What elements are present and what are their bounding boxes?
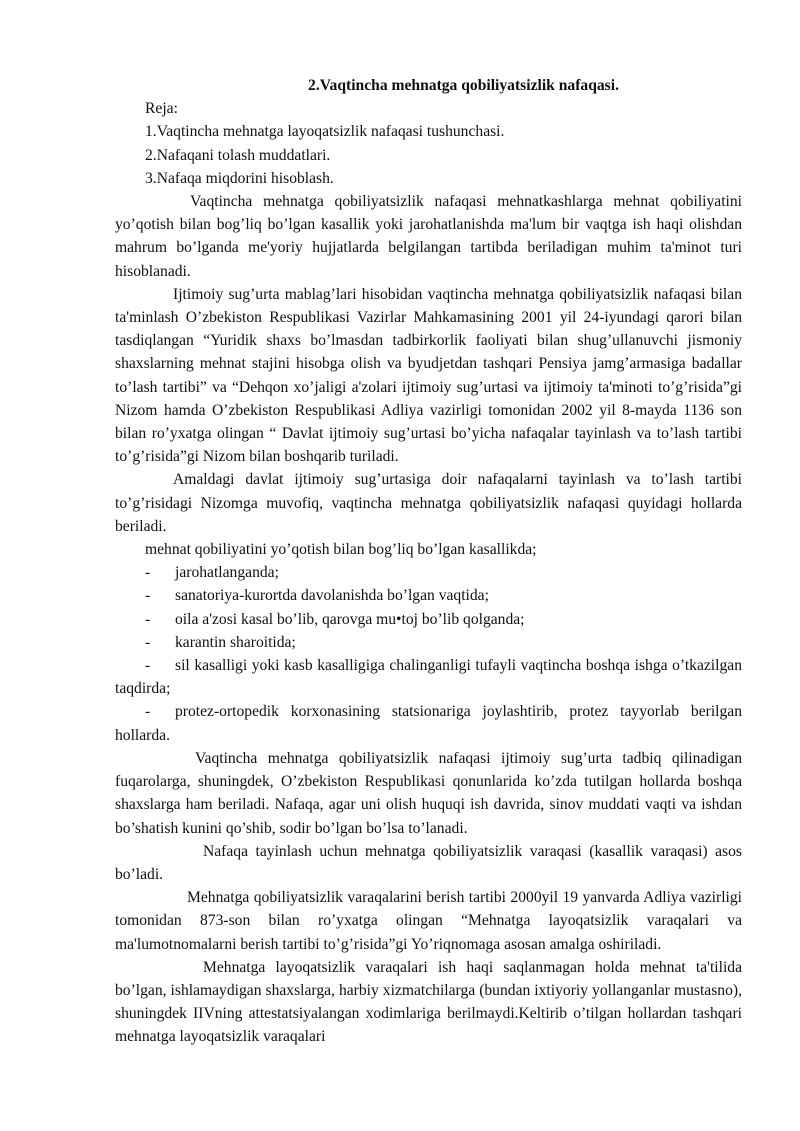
list-item-text: karantin sharoitida; <box>175 633 296 651</box>
paragraph-definition: Vaqtincha mehnatga qobiliyatsizlik nafaqasi mehnatkashlarga mehnat qobiliyatini yo’qotish bilan bog’liq bo’lgan kasallik yoki jarohatlanishda ma'lum bir vaqtga ish haqi olishdan mahrum bo’lganda me'yoriy hujjatlarda belgilangan tartibda beriladigan muhim ta'minot turi hisoblanadi. <box>115 193 742 280</box>
list-item-text: sanatoriya-kurortda davolanishda bo’lgan vaqtida; <box>175 587 489 605</box>
dash-marker: - <box>145 657 151 675</box>
dash-marker: - <box>145 703 151 721</box>
document-page <box>115 74 742 1049</box>
paragraph-basis: Nafaqa tayinlash uchun mehnatga qobiliyatsizlik varaqasi (kasallik varaqasi) asos bo’ladi. <box>115 842 742 883</box>
dash-marker: - <box>145 633 151 651</box>
paragraph-cases-intro: Amaldagi davlat ijtimoiy sug’urtasiga doir nafaqalarni tayinlash va to’lash tartibi to’g’risidagi Nizomga muvofiq, vaqtincha mehnatga qobiliyatsizlik nafaqasi quyidagi hollarda beriladi. <box>115 471 742 535</box>
list-item <box>115 700 742 746</box>
list-item <box>115 584 742 607</box>
plan-item-1: 1.Vaqtincha mehnatga layoqatsizlik nafaqasi tushunchasi. <box>145 123 505 141</box>
paragraph-eligibility: Vaqtincha mehnatga qobiliyatsizlik nafaqasi ijtimoiy sug’urta tadbiq qilinadigan fuqarolarga, shuningdek, O’zbekiston Respublikasi qonunlarida ko’zda tutilgan hollarda boshqa shaxslarga ham beriladi. Nafaqa, agar uni olish huquqi ish davrida, sinov muddati vaqti va ishdan bo’shatish kunini qo’shib, sodir bo’lgan bo’lsa to’lanadi. <box>115 749 742 837</box>
plan-item-3: 3.Nafaqa miqdorini hisoblash. <box>145 169 334 187</box>
dash-marker: - <box>145 587 151 605</box>
paragraph-issuance-order: Mehnatga qobiliyatsizlik varaqalarini berish tartibi 2000yil 19 yanvarda Adliya vazirligi tomonidan 873-son bilan ro’yxatga olingan “Mehnatga layoqatsizlik varaqalari va ma'lumotnomalarni berish tartibi to’g’risida”gi Yo’riqnomaga asosan amalga oshiriladi. <box>115 889 742 953</box>
dash-marker: - <box>145 564 151 582</box>
list-item <box>115 654 742 700</box>
list-item-text: jarohatlanganda; <box>175 564 279 582</box>
list-item-text: sil kasalligi yoki kasb kasalligiga chalinganligi tufayli vaqtincha boshqa ishga o’tkazilgan taqdirda; <box>115 657 742 698</box>
paragraph-regulation: Ijtimoiy sug’urta mablag’lari hisobidan vaqtincha mehnatga qobiliyatsizlik nafaqasi bilan ta'minlash O’zbekiston Respublikasi Vazirlar Mahkamasining 2001 yil 24-iyundagi qarori bilan tasdiqlangan “Yuridik shaxs bo’lmasdan tadbirkorlik faoliyati bilan shug’ullanuvchi jismoniy shaxslarning mehnat stajini hisobga olish va byudjetdan tashqari Pensiya jamg’armasiga badallar to’lash tartibi” va “Dehqon xo’jaligi a'zolari ijtimoiy sug’urtasi va ijtimoiy ta'minoti to’g’risida”gi Nizom hamda O’zbekiston Respublikasi Adliya vazirligi tomonidan 2002 yil 8-mayda 1136 son bilan ro’yxatga olingan “ Davlat ijtimoiy sug’urtasi bo’yicha nafaqalar tayinlash va to’lash tartibi to’g’risida”gi Nizom bilan boshqarib turiladi. <box>115 285 742 466</box>
list-item-text: protez-ortopedik korxonasining statsionariga joylashtirib, protez tayyorlab berilgan hollarda. <box>115 703 742 744</box>
list-item-text: oila a'zosi kasal bo’lib, qarovga mu•toj bo’lib qolganda; <box>175 610 525 628</box>
document-title: 2.Vaqtincha mehnatga qobiliyatsizlik nafaqasi. <box>308 77 619 94</box>
list-item <box>115 561 742 584</box>
list-intro: mehnat qobiliyatini yo’qotish bilan bog’liq bo’lgan kasallikda; <box>145 541 537 559</box>
list-item <box>115 631 742 654</box>
dash-marker: - <box>145 610 151 628</box>
paragraph-exclusions: Mehnatga layoqatsizlik varaqalari ish haqi saqlanmagan holda mehnat ta'tilida bo’lgan, ishlamaydigan shaxslarga, harbiy xizmatchilarga (bundan ixtiyoriy yollanganlar mustasno), shuningdek IIVning attestatsiyalangan xodimlariga berilmaydi.Keltirib o’tilgan hollardan tashqari mehnatga layoqatsizlik varaqalari <box>115 958 742 1046</box>
plan-item-2: 2.Nafaqani tolash muddatlari. <box>145 146 331 164</box>
list-item <box>115 608 742 631</box>
plan-label: Reja: <box>145 100 178 118</box>
